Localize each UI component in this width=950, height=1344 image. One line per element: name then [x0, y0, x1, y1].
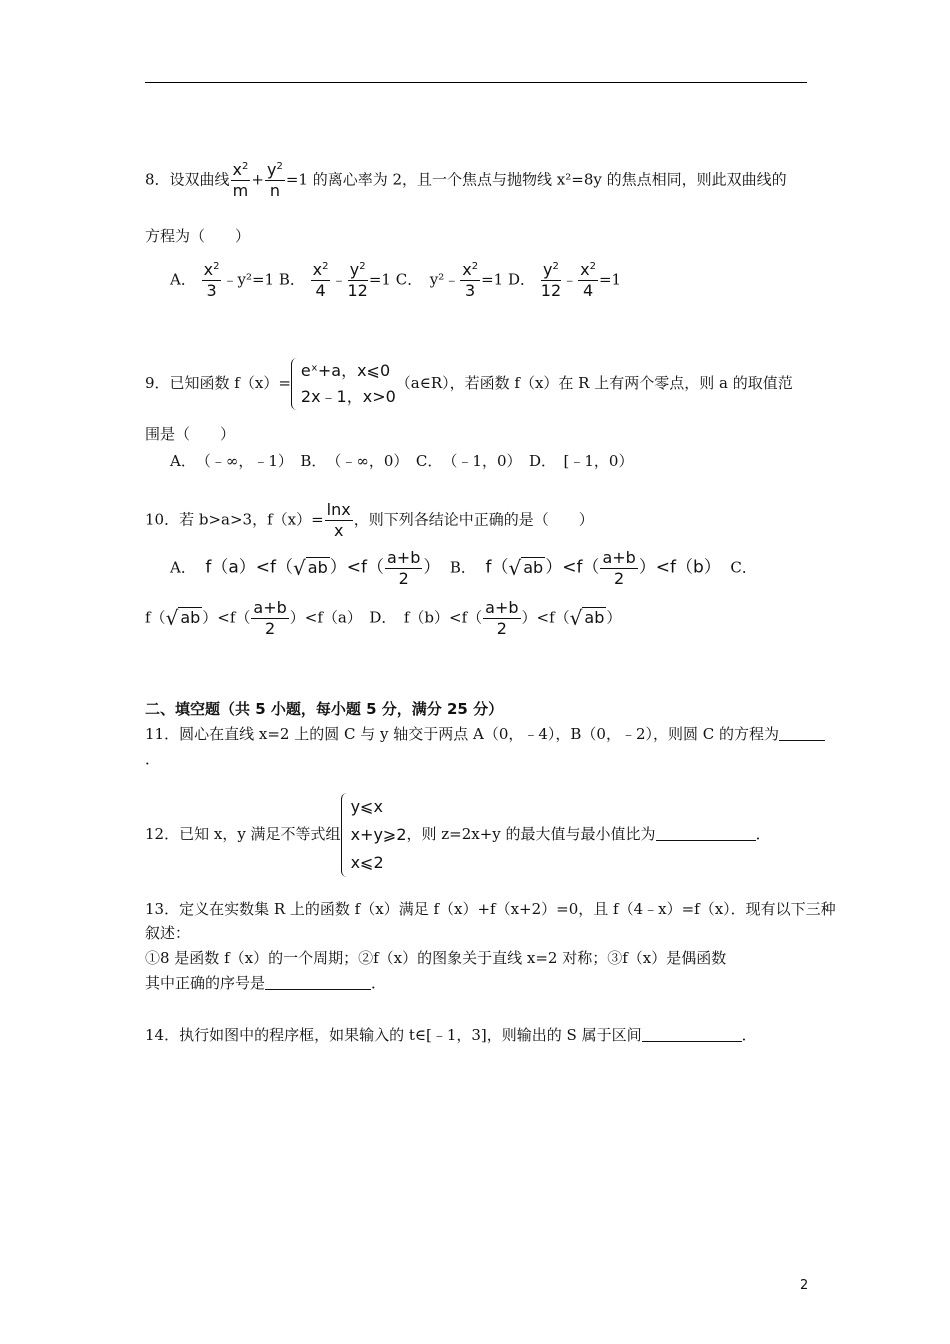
header-rule	[145, 82, 807, 83]
question-8-line1: 8．设双曲线 $\frac{x^2}{m}$ + $\frac{y^2}{n}$ =1 的离心率为 2，且一个焦点与抛物线 x²=8y 的焦点相同，则此双曲线的	[145, 160, 787, 200]
answer-blank[interactable]	[656, 840, 756, 841]
question-9-line2: 围是（ ）	[145, 425, 236, 443]
question-12-line: 12．已知 x，y 满足不等式组 y⩽x x+y⩾2 x⩽2 ，则 z=2x+y 的最大值与最小值比为 ．	[145, 793, 771, 877]
question-11-line2: ．	[145, 750, 161, 768]
question-8-line2: 方程为（ ）	[145, 227, 251, 245]
question-13-line1: 13．定义在实数集 R 上的函数 f（x）满足 f（x）+f（x+2）=0，且 f（4﹣x）=f（x）．现有以下三种	[145, 900, 836, 918]
piecewise-function: eˣ+a，x⩽0 2x﹣1，x>0	[291, 358, 396, 410]
question-9-line1: 9．已知函数 f（x）= eˣ+a，x⩽0 2x﹣1，x>0 （a∈R），若函数 f（x）在 R 上有两个零点，则 a 的取值范	[145, 358, 793, 410]
question-13-line3: ①8 是函数 f（x）的一个周期；②f（x）的图象关于直线 x=2 对称；③f（x）是偶函数	[145, 949, 727, 967]
question-13-line2: 叙述：	[145, 924, 191, 942]
fraction: $\frac{x^2}{m}$	[232, 160, 249, 200]
answer-blank[interactable]	[779, 740, 825, 741]
inequality-system: y⩽x x+y⩾2 x⩽2	[341, 793, 407, 877]
question-13-line4: 其中正确的序号是 ．	[145, 974, 387, 992]
question-10-options-ab: A． f（a）<f（√ ab ）<f（ $\frac{a+b}{2}$ ） B． f（√ ab ）<f（ $\frac{a+b}{2}$ ）<f（b） C．	[170, 548, 757, 588]
question-14-line: 14．执行如图中的程序框，如果输入的 t∈[﹣1，3]，则输出的 S 属于区间 ．	[145, 1026, 757, 1044]
fraction: $\frac{y^2}{n}$	[266, 160, 283, 200]
question-10-line1: 10．若 b>a>3，f（x）= $\frac{\ln x}{x}$ ，则下列各结论中正确的是（ ）	[145, 500, 594, 540]
question-10-options-cd: f（√ ab ）<f（ $\frac{a+b}{2}$ ）<f（a） D． f（b）<f（ $\frac{a+b}{2}$ ）<f（√ ab ）	[145, 598, 622, 638]
question-8-options: A． $\frac{x^2}{3}$ ﹣y²=1 B． $\frac{x^2}{4}$ ﹣ $\frac{y^2}{12}$ =1 C． y²﹣ $\frac{x^2}{3}$ =1 D． $\frac{y^2}{12}$ ﹣ $\frac{x^2}{4}$ =1	[170, 260, 622, 300]
question-9-options: A． （﹣∞，﹣1） B． （﹣∞，0） C． （﹣1，0） D． [﹣1，0）	[170, 452, 634, 470]
answer-blank[interactable]	[642, 1041, 742, 1042]
question-11-line1: 11．圆心在直线 x=2 上的圆 C 与 y 轴交于两点 A（0，﹣4），B（0，﹣2），则圆 C 的方程为	[145, 727, 825, 742]
page-number: 2	[800, 1278, 809, 1293]
section-heading: 二、填空题（共 5 小题，每小题 5 分，满分 25 分）	[145, 700, 504, 718]
answer-blank[interactable]	[265, 989, 371, 990]
